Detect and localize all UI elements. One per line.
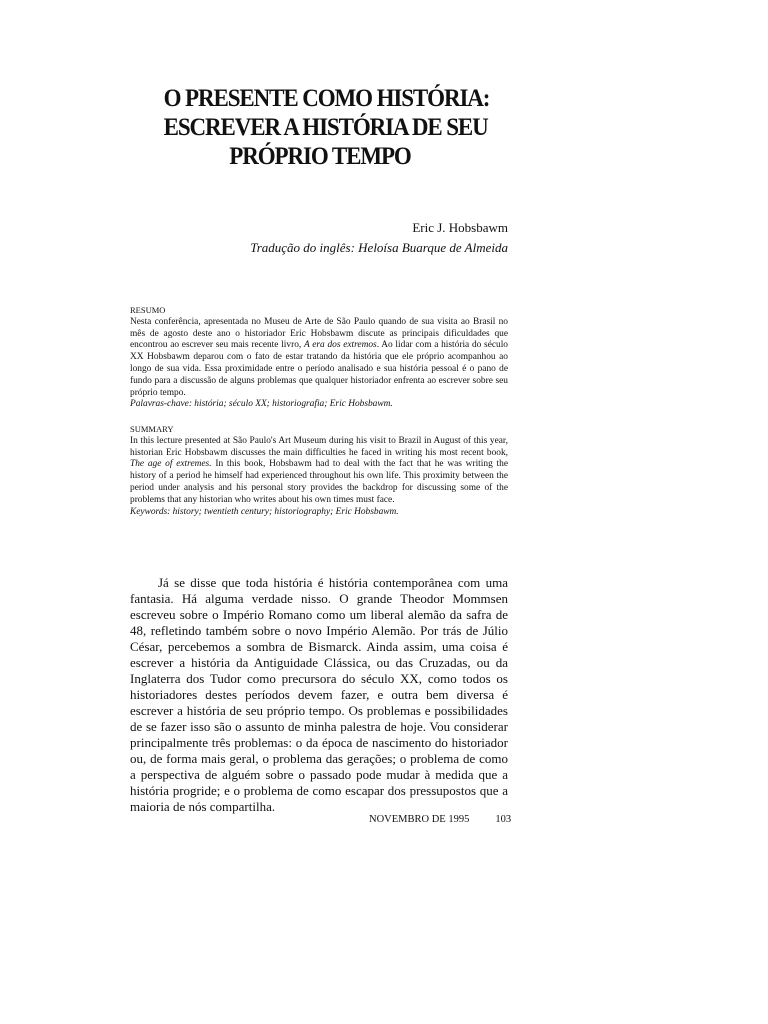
- summary-keywords: Keywords: history; twentieth century; historiography; Eric Hobsbawm.: [130, 506, 399, 517]
- title-line-1: O PRESENTE COMO HISTÓRIA:: [163, 85, 490, 112]
- body-paragraph: Já se disse que toda história é história contemporânea com uma fantasia. Há alguma verdade nisso. O grande Theodor Mommsen escreveu sobre o Império Romano como um liberal alemão da safra de 48, refletindo também sobre o novo Império Alemão. Por trás de Júlio César, percebemos a sombra de Bismarck. Ainda assim, uma coisa é escrever a história da Antiguidade Clássica, ou das Cruzadas, ou da Inglaterra dos Tudor como precursora do século XX, como todos os historiadores destes períodos devem fazer, e outra bem diversa é escrever a história de seu próprio tempo. Os problemas e possibilidades de se fazer isso são o assunto de minha palestra de hoje. Vou considerar principalmente três problemas: o da época de nascimento do historiador ou, de forma mais geral, o problema das gerações; o problema de como a perspectiva de alguém sobre o passado pode mudar à medida que a história progride; e o problema de como escapar dos pressupostos que a maioria de nós compartilha.: [130, 575, 508, 814]
- title-line-3: PRÓPRIO TEMPO: [229, 143, 411, 170]
- resumo-heading: RESUMO: [130, 305, 166, 315]
- article-title: [163, 84, 490, 171]
- translation-credit: Tradução do inglês: Heloísa Buarque de Almeida: [250, 240, 508, 255]
- resumo-text-part1: Nesta conferência, apresentada no Museu de Arte de São Paulo quando de sua visita ao Brasil no mês de agosto deste ano o historiador Eric Hobsbawm discute as principais dificuldades que encontrou ao escrever seu mais recente livro,: [130, 316, 508, 351]
- summary-section: [130, 424, 508, 518]
- summary-book-title: The age of extremes.: [130, 459, 212, 470]
- author-name: Eric J. Hobsbawm: [412, 220, 508, 235]
- resumo-text-part2: . Ao lidar com a história do século XX Hobsbawm deparou com o fato de estar tratando da história que ele próprio acompanhou ao longo de sua vida. Essa proximidade entre o período analisado e sua história pessoal é o pano de fundo para a discussão de alguns problemas que qualquer historiador enfrenta ao escrever sobre seu próprio tempo.: [130, 340, 508, 398]
- resumo-keywords: Palavras-chave: história; século XX; historiografia; Eric Hobsbawm.: [130, 399, 393, 410]
- summary-heading: SUMMARY: [130, 424, 174, 434]
- resumo-book-title: A era dos extremos: [303, 340, 377, 351]
- summary-text-part1: In this lecture presented at São Paulo's Art Museum during his visit to Brazil in August of this year, historian Eric Hobsbawm discusses the main difficulties he faced in writing his most recent book,: [130, 435, 508, 458]
- footer-issue: NOVEMBRO DE 1995: [369, 814, 470, 825]
- resumo-text: [130, 317, 508, 400]
- page-number: 103: [495, 814, 512, 825]
- page-footer: [369, 813, 511, 826]
- title-line-2: ESCREVER A HISTÓRIA DE SEU: [163, 114, 488, 141]
- resumo-section: [130, 305, 508, 411]
- summary-text-part2: In this book, Hobsbawm had to deal with the fact that he was writing the history of a period he himself had experienced throughout his own life. This proximity between the period under analysis and his personal story provides the backdrop for discussing some of the problems that any historian who writes about his own times must face.: [130, 459, 508, 505]
- summary-text: [130, 436, 508, 507]
